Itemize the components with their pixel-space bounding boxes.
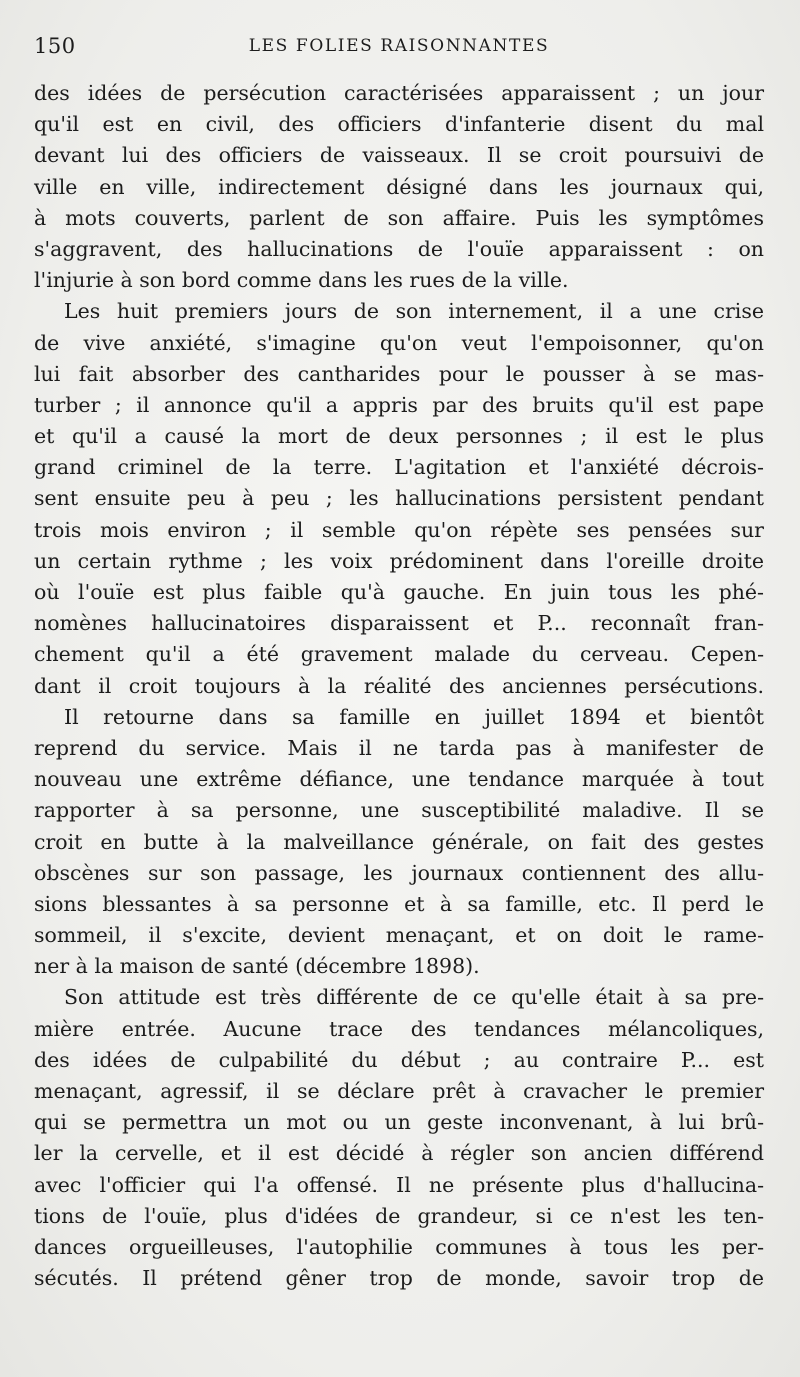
page-number: 150 xyxy=(34,34,76,58)
text-line: sent ensuite peu à peu ; les hallucinations persistent pendant xyxy=(34,486,764,511)
text-line: des idées de culpabilité du début ; au contraire P... est xyxy=(34,1047,764,1072)
text-line: sommeil, il s'excite, devient menaçant, et on doit le rame- xyxy=(34,923,764,948)
text-line: nomènes hallucinatoires disparaissent et P... reconnaît fran- xyxy=(34,611,764,636)
text-line: tions de l'ouïe, plus d'idées de grandeur, si ce n'est les ten- xyxy=(34,1203,764,1228)
text-line: trois mois environ ; il semble qu'on répète ses pensées sur xyxy=(34,517,764,542)
text-line: grand criminel de la terre. L'agitation et l'anxiété décrois- xyxy=(34,455,764,480)
text-line: un certain rythme ; les voix prédominent dans l'oreille droite xyxy=(34,548,764,573)
text-line: où l'ouïe est plus faible qu'à gauche. En juin tous les phé- xyxy=(34,580,764,604)
text-line: chement qu'il a été gravement malade du cerveau. Cepen- xyxy=(34,642,764,667)
body-text xyxy=(34,78,764,1294)
text-line: qu'il est en civil, des officiers d'infanterie disent du mal xyxy=(34,112,764,137)
text-line: et qu'il a causé la mort de deux personnes ; il est le plus xyxy=(34,424,764,449)
text-line: sions blessantes à sa personne et à sa famille, etc. Il perd le xyxy=(34,891,764,916)
text-line: lui fait absorber des cantharides pour le pousser à se mas- xyxy=(34,361,764,386)
paragraph-start-line: Les huit premiers jours de son internement, il a une crise xyxy=(64,299,764,324)
text-line: croit en butte à la malveillance générale, on fait des gestes xyxy=(34,829,764,854)
running-title: LES FOLIES RAISONNANTES xyxy=(248,36,550,56)
paragraph-start-line: Son attitude est très différente de ce qu'elle était à sa pre- xyxy=(64,985,764,1010)
text-line: ville en ville, indirectement désigné dans les journaux qui, xyxy=(34,174,764,199)
text-line: ner à la maison de santé (décembre 1898). xyxy=(34,954,480,979)
text-line: s'aggravent, des hallucinations de l'ouïe apparaissent : on xyxy=(34,236,764,261)
text-line: nouveau une extrême défiance, une tendance marquée à tout xyxy=(34,767,764,792)
text-line: avec l'officier qui l'a offensé. Il ne présente plus d'hallucina- xyxy=(34,1172,764,1197)
text-line: de vive anxiété, s'imagine qu'on veut l'empoisonner, qu'on xyxy=(34,330,764,355)
text-line: des idées de persécution caractérisées apparaissent ; un jour xyxy=(34,81,764,105)
text-line: dances orgueilleuses, l'autophilie communes à tous les per- xyxy=(34,1234,764,1259)
text-line: turber ; il annonce qu'il a appris par des bruits qu'il est pape xyxy=(34,392,764,417)
text-line: rapporter à sa personne, une susceptibilité maladive. Il se xyxy=(34,798,764,823)
text-line: reprend du service. Mais il ne tarda pas à manifester de xyxy=(34,735,764,760)
text-line: mière entrée. Aucune trace des tendances mélancoliques, xyxy=(34,1016,764,1041)
page-header xyxy=(34,34,764,60)
text-line: à mots couverts, parlent de son affaire. Puis les symptômes xyxy=(34,205,764,230)
paragraph-start-line: Il retourne dans sa famille en juillet 1894 et bientôt xyxy=(64,704,764,729)
text-line: obscènes sur son passage, les journaux contiennent des allu- xyxy=(34,860,764,885)
text-line: menaçant, agressif, il se déclare prêt à cravacher le premier xyxy=(34,1079,764,1103)
text-line: devant lui des officiers de vaisseaux. Il se croit poursuivi de xyxy=(34,143,764,168)
text-line: l'injurie à son bord comme dans les rues de la ville. xyxy=(34,268,569,293)
text-line: dant il croit toujours à la réalité des anciennes persécutions. xyxy=(34,673,764,698)
text-line: ler la cervelle, et il est décidé à régler son ancien différend xyxy=(34,1141,764,1166)
text-line: qui se permettra un mot ou un geste inconvenant, à lui brû- xyxy=(34,1110,764,1135)
text-line: sécutés. Il prétend gêner trop de monde, savoir trop de xyxy=(34,1266,764,1291)
